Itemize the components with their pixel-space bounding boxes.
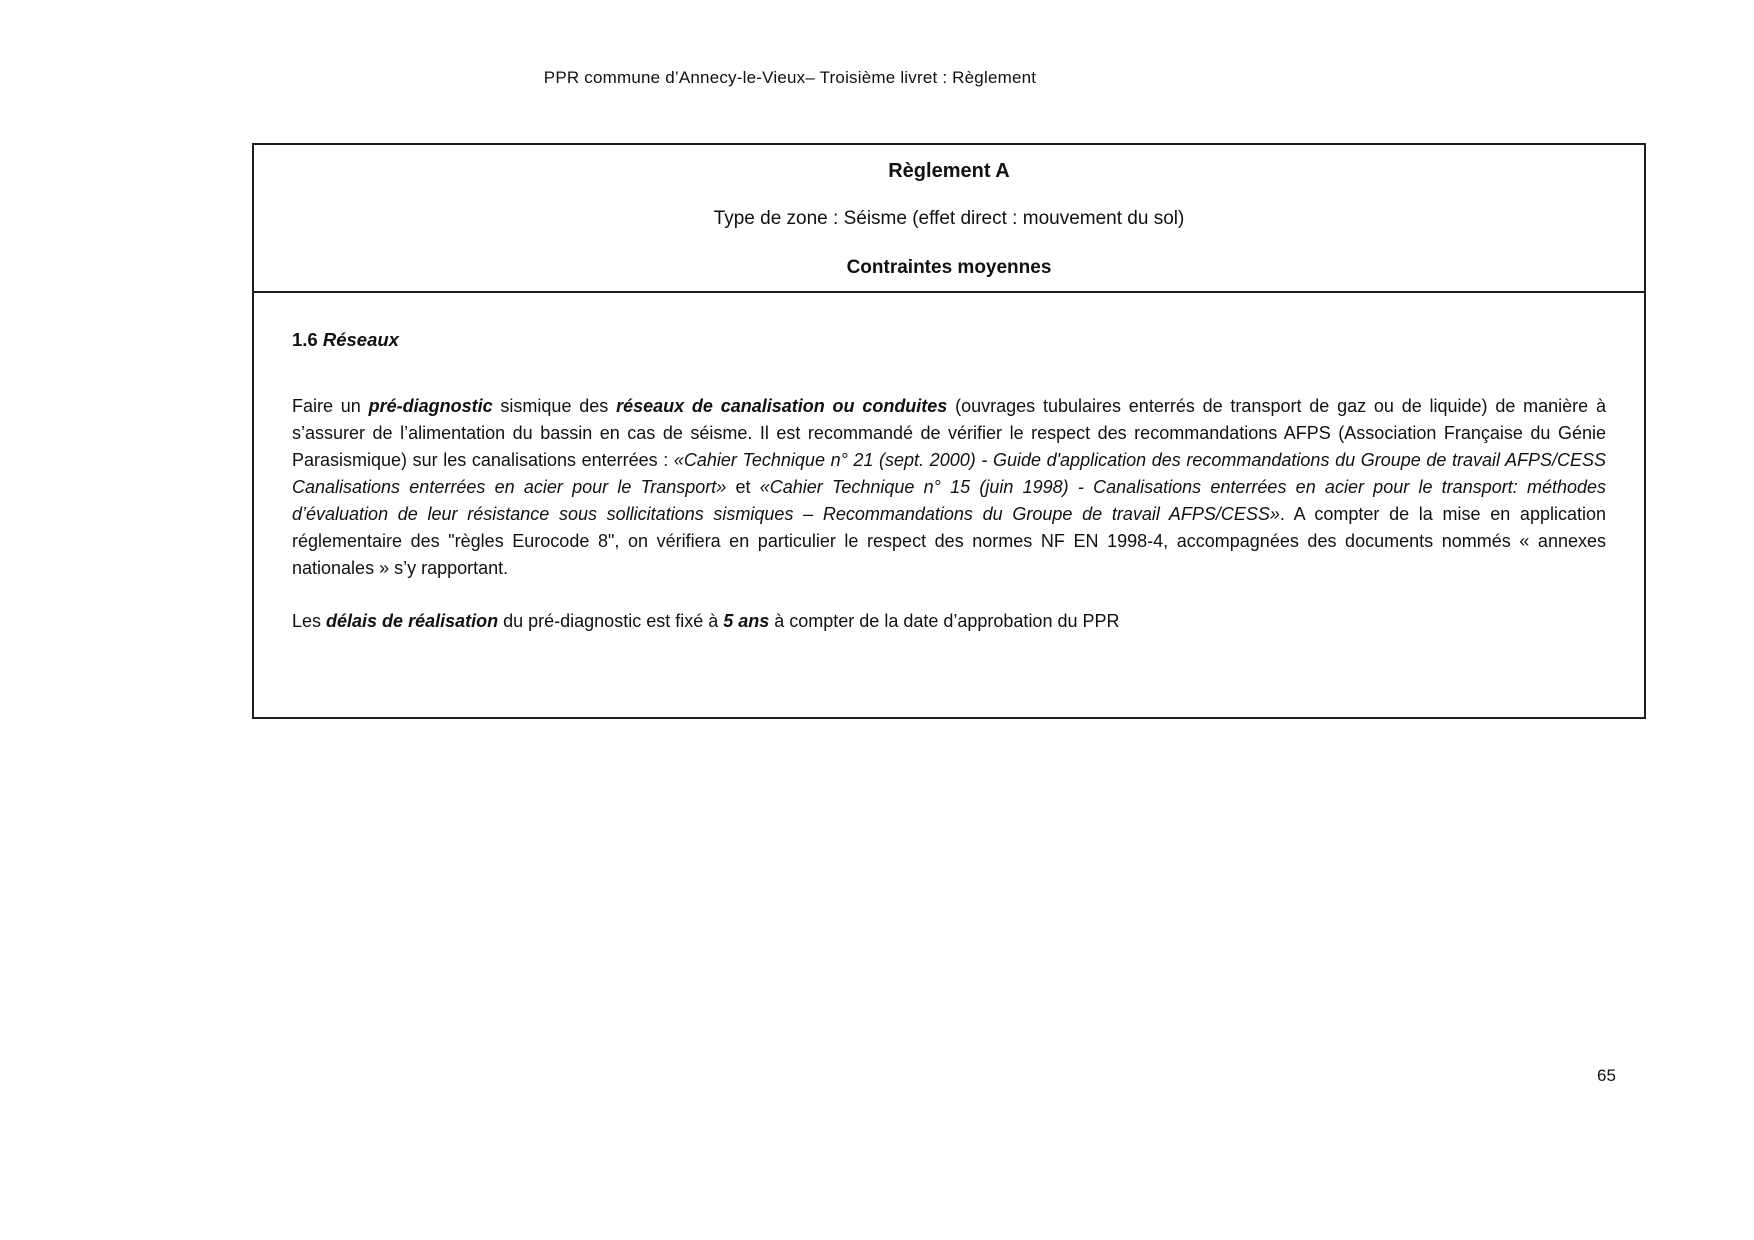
regulation-body xyxy=(254,293,1644,717)
page-number: 65 xyxy=(1597,1066,1616,1085)
regulation-box xyxy=(252,143,1646,719)
section-heading: 1.6 Réseaux xyxy=(292,329,399,350)
regulation-title: Règlement A xyxy=(888,160,1010,182)
constraint-level: Contraintes moyennes xyxy=(846,257,1052,278)
paragraph-prediagnostic: Faire un pré-diagnostic sismique des réseaux de canalisation ou conduites (ouvrages tubulaires enterrés de transport de gaz ou de liquide) de manière à s’assurer de l’alimentation du bassin en cas de séisme. Il est recommandé de vérifier le respect des recommandations AFPS (Association Française du Génie Parasismique) sur les canalisations enterrées : «Cahier Technique n° 21 (sept. 2000) - Guide d'application des recommandations du Groupe de travail AFPS/CESS Canalisations enterrées en acier pour le Transport» et «Cahier Technique n° 15 (juin 1998) - Canalisations enterrées en acier pour le transport: méthodes d’évaluation de leur résistance sous sollicitations sismiques – Recommandations du Groupe de travail AFPS/CESS». A compter de la mise en application réglementaire des "règles Eurocode 8", on vérifiera en particulier le respect des normes NF EN 1998-4, accompagnées des documents nommés « annexes nationales » s’y rapportant. xyxy=(292,396,1607,578)
document-header: PPR commune d’Annecy-le-Vieux– Troisième livret : Règlement xyxy=(543,68,1037,87)
paragraph-delais: Les délais de réalisation du pré-diagnostic est fixé à 5 ans à compter de la date d’approbation du PPR xyxy=(292,611,1120,631)
zone-type-line: Type de zone : Séisme (effet direct : mouvement du sol) xyxy=(713,208,1185,229)
regulation-title-block xyxy=(254,145,1644,293)
